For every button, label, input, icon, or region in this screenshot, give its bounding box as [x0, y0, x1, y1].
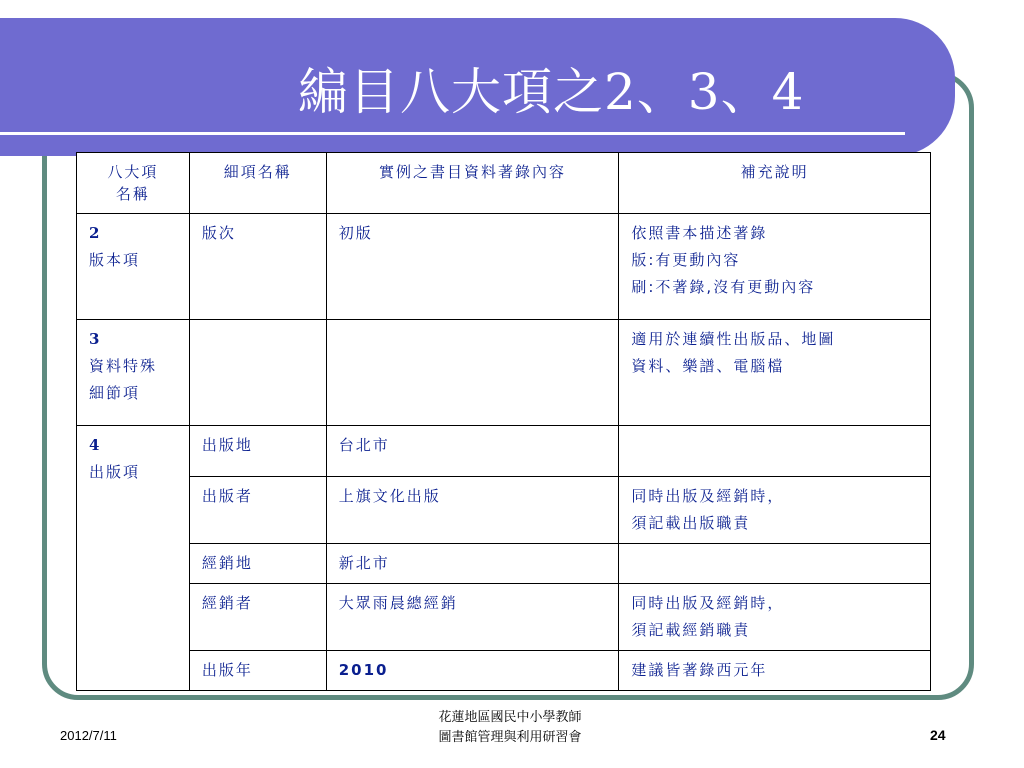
header-subitem: 細項名稱	[189, 153, 326, 214]
notes-cell	[619, 426, 931, 477]
subitem-cell: 出版者	[189, 477, 326, 544]
category-cell-publication: 4 出版項	[77, 426, 190, 691]
table-row-edition	[77, 214, 931, 320]
subitem-cell: 經銷地	[189, 544, 326, 584]
notes-cell: 建議皆著錄西元年	[619, 651, 931, 691]
category-cell-edition: 2 版本項	[77, 214, 190, 320]
notes-cell: 同時出版及經銷時， 須記載經銷職責	[619, 584, 931, 651]
example-cell: 新北市	[326, 544, 619, 584]
table-row-special	[77, 320, 931, 426]
notes-cell: 同時出版及經銷時， 須記載出版職責	[619, 477, 931, 544]
subitem-cell: 經銷者	[189, 584, 326, 651]
header-example: 實例之書目資料著錄內容	[326, 153, 619, 214]
example-cell	[326, 320, 619, 426]
table-row-publication	[77, 426, 931, 477]
subitem-cell: 出版年	[189, 651, 326, 691]
example-cell: 2010	[326, 651, 619, 691]
example-cell: 大眾雨晨總經銷	[326, 584, 619, 651]
table-row-publication	[77, 544, 931, 584]
subitem-cell: 版次	[189, 214, 326, 320]
header-notes: 補充說明	[619, 153, 931, 214]
subitem-cell: 出版地	[189, 426, 326, 477]
title-rule	[0, 132, 905, 135]
table-header-row	[77, 153, 931, 214]
table-row-publication	[77, 584, 931, 651]
notes-cell: 依照書本描述著錄 版:有更動內容 刷:不著錄,沒有更動內容	[619, 214, 931, 320]
example-cell: 初版	[326, 214, 619, 320]
notes-cell	[619, 544, 931, 584]
subitem-cell	[189, 320, 326, 426]
table-row-publication	[77, 651, 931, 691]
header-category: 八大項 名稱	[77, 153, 190, 214]
example-cell: 台北市	[326, 426, 619, 477]
slide-title: 編目八大項之2、3、4	[298, 63, 805, 121]
page-number: 24	[930, 727, 946, 743]
footer-organizer: 花蓮地區國民中小學教師 圖書館管理與利用研習會	[438, 710, 582, 745]
example-cell: 上旗文化出版	[326, 477, 619, 544]
footer-date: 2012/7/11	[60, 728, 117, 743]
table-row-publication	[77, 477, 931, 544]
notes-cell: 適用於連續性出版品、地圖 資料、樂譜、電腦檔	[619, 320, 931, 426]
category-cell-special: 3 資料特殊 細節項	[77, 320, 190, 426]
catalog-table	[76, 152, 931, 691]
